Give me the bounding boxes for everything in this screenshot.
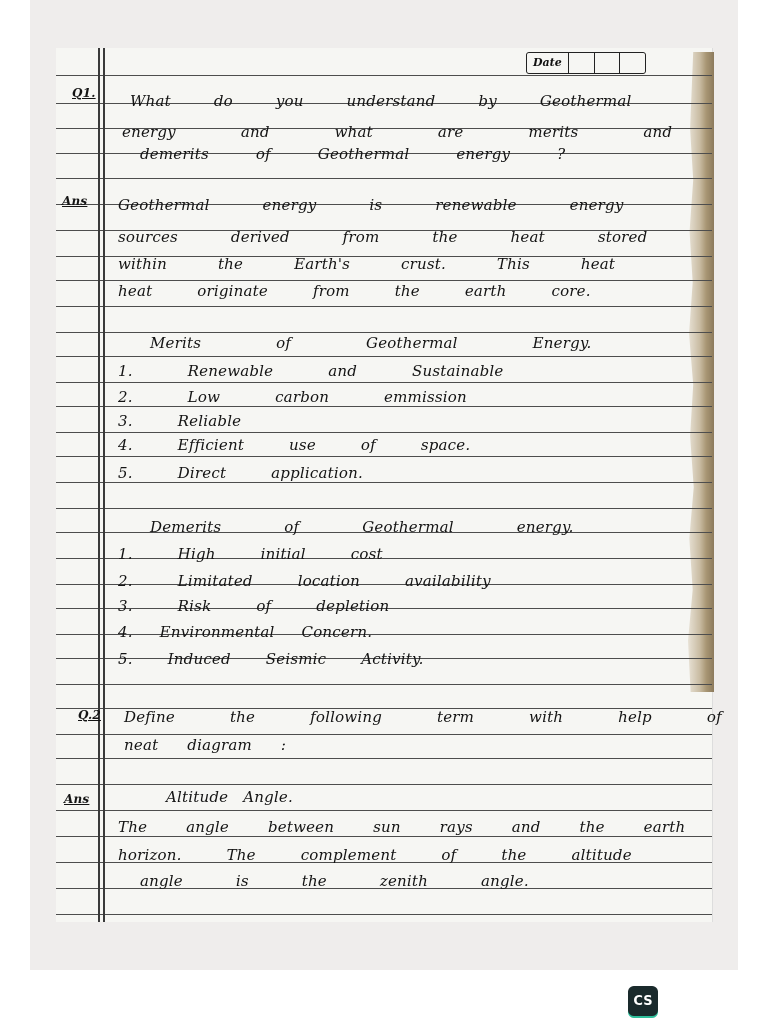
ruled-line [56, 784, 712, 785]
ans1-line: within the Earth's crust. This heat [118, 255, 616, 273]
merits-item: 3. Reliable [118, 412, 242, 430]
q2-label: Q.2 [78, 708, 101, 722]
ans1-line: heat originate from the earth core. [118, 282, 591, 300]
ruled-line [56, 758, 712, 759]
ans2-line: The angle between sun rays and the earth [118, 818, 686, 836]
ans1-label: Ans [62, 194, 88, 208]
ruled-line [56, 508, 712, 509]
camscanner-logo-text: CS [633, 993, 653, 1009]
merits-item: 1. Renewable and Sustainable [118, 362, 504, 380]
q1-line: energy and what are merits and [122, 123, 673, 141]
ruled-line [56, 178, 712, 179]
ruled-line [56, 306, 712, 307]
date-box [526, 52, 646, 74]
ans2-line: horizon. The complement of the altitude [118, 846, 632, 864]
ruled-line [56, 482, 712, 483]
ans2-heading: Altitude Angle. [166, 788, 293, 806]
ruled-line [56, 406, 712, 407]
camscanner-logo [628, 986, 658, 1016]
ruled-line [56, 810, 712, 811]
demerits-item: 1. High initial cost [118, 545, 383, 563]
ans1-line: Geothermal energy is renewable energy [118, 196, 624, 214]
ruled-line [56, 280, 712, 281]
merits-item: 2. Low carbon emmission [118, 388, 467, 406]
ans1-line: sources derived from the heat stored [118, 228, 648, 246]
q1-line: demerits of Geothermal energy ? [140, 145, 566, 163]
ruled-line [56, 382, 712, 383]
ruled-line [56, 432, 712, 433]
ruled-line [56, 456, 712, 457]
ruled-line [56, 734, 712, 735]
demerits-item: 3. Risk of depletion [118, 597, 390, 615]
q1-label: Q1. [72, 86, 96, 100]
demerits-item: 4. Environmental Concern. [118, 623, 373, 641]
q2-line: neat diagram : [124, 736, 287, 754]
date-cell [620, 53, 645, 73]
merits-item: 5. Direct application. [118, 464, 363, 482]
ruled-line [56, 332, 712, 333]
ans2-line: angle is the zenith angle. [140, 872, 529, 890]
q2-line: Define the following term with help of [124, 708, 722, 726]
date-cell [595, 53, 621, 73]
ans2-label: Ans [64, 792, 90, 806]
demerits-item: 5. Induced Seismic Activity. [118, 650, 424, 668]
margin-line-left [98, 48, 100, 922]
date-label: Date [527, 53, 569, 73]
margin-line-right [103, 48, 105, 922]
ruled-line [56, 75, 712, 76]
demerits-heading: Demerits of Geothermal energy. [150, 518, 574, 536]
q1-line: What do you understand by Geothermal [130, 92, 632, 110]
ruled-line [56, 684, 712, 685]
merits-item: 4. Efficient use of space. [118, 436, 471, 454]
merits-heading: Merits of Geothermal Energy. [150, 334, 592, 352]
demerits-item: 2. Limitated location availability [118, 572, 491, 590]
date-cell [569, 53, 595, 73]
ruled-line [56, 914, 712, 915]
ruled-line [56, 836, 712, 837]
notebook-page [56, 48, 713, 922]
ruled-line [56, 356, 712, 357]
